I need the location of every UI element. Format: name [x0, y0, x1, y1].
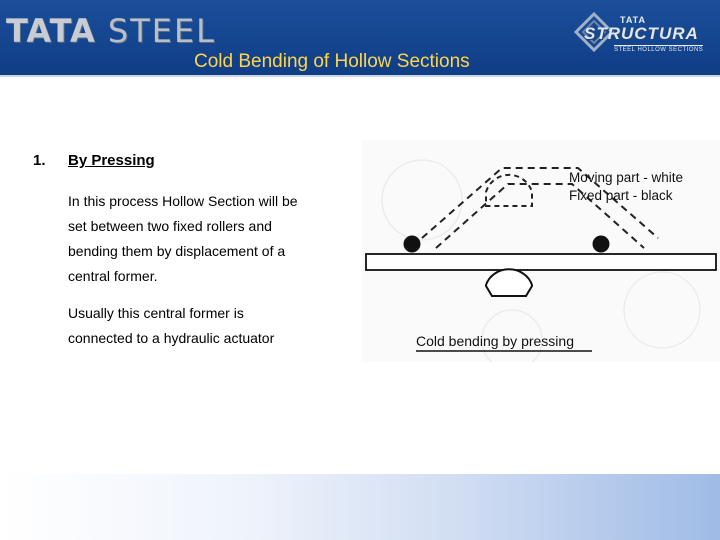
paragraph-line: connected to a hydraulic actuator [68, 330, 275, 346]
header-bar [0, 0, 720, 76]
slide-title: Cold Bending of Hollow Sections [194, 51, 470, 72]
item-number: 1. [33, 152, 46, 169]
paragraph-actuator [68, 301, 358, 351]
legend-fixed-part: Fixed part - black [569, 188, 673, 203]
fixed-roller-left [404, 236, 421, 253]
item-heading: By Pressing [68, 152, 155, 169]
logo-word-tata: TATA [6, 12, 96, 50]
tata-structura-logo [574, 8, 714, 58]
footer-gradient [0, 474, 720, 540]
legend-moving-part: Moving part - white [569, 170, 684, 185]
structura-tata-text: TATA [620, 15, 646, 25]
cold-bending-diagram [362, 140, 720, 362]
tata-steel-logo [6, 12, 216, 52]
fixed-roller-right [593, 236, 610, 253]
paragraph-line: Usually this central former is [68, 305, 244, 321]
logo-word-steel: STEEL [107, 12, 216, 50]
structura-name: STRUCTURA [584, 24, 699, 43]
header-divider [0, 75, 720, 77]
hollow-section-bar [366, 254, 716, 270]
paragraph-line: bending them by displacement of a [68, 243, 286, 259]
structura-subtitle: STEEL HOLLOW SECTIONS [614, 47, 704, 53]
paragraph-line: central former. [68, 268, 158, 284]
paragraph-line: In this process Hollow Section will be [68, 193, 298, 209]
figure-caption: Cold bending by pressing [416, 333, 574, 349]
paragraph-line: set between two fixed rollers and [68, 218, 272, 234]
paragraph-process [68, 189, 358, 289]
